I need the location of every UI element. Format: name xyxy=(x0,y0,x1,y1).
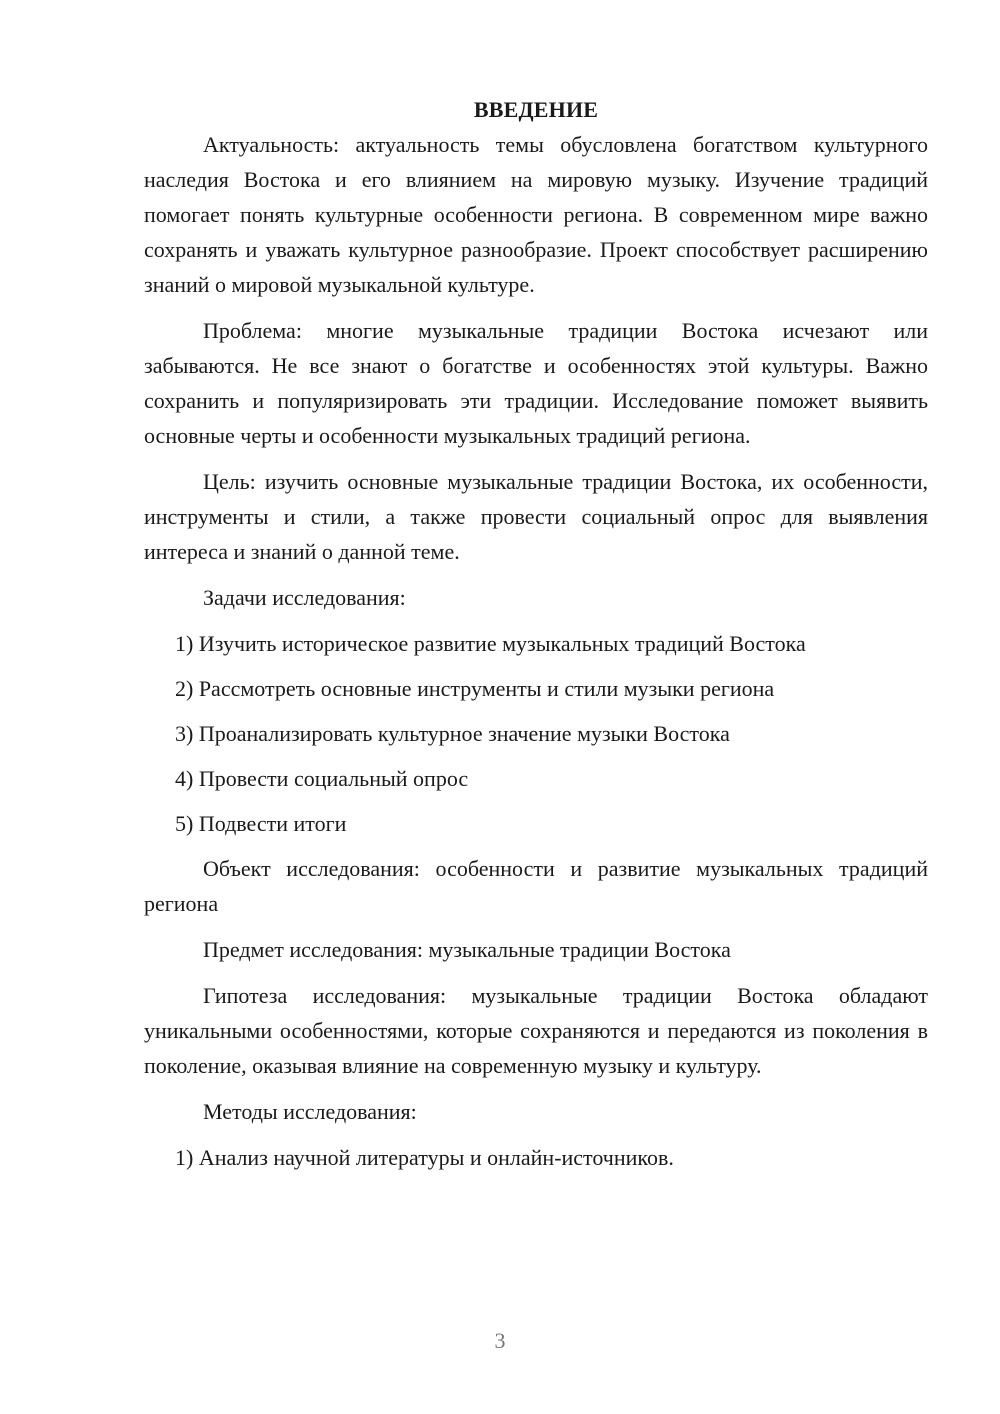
task-item: 5) Подвести итоги xyxy=(175,811,347,836)
section-heading: ВВЕДЕНИЕ xyxy=(473,97,599,122)
tasks-heading: Задачи исследования: xyxy=(203,585,406,610)
hypothesis-paragraph: Гипотеза исследования: музыкальные традиции Востока обладают уникальными особенностями, которые сохраняются и передаются из поколения в поколение, оказывая влияние на современную музыку и культуру. xyxy=(144,983,928,1078)
goal-paragraph: Цель: изучить основные музыкальные традиции Востока, их особенности, инструменты и стили, а также провести социальный опрос для выявления интереса и знаний о данной теме. xyxy=(144,469,928,564)
problem-paragraph: Проблема: многие музыкальные традиции Востока исчезают или забываются. Не все знают о богатстве и особенностях этой культуры. Важно сохранить и популяризировать эти традиции. Исследование поможет выявить основные черты и особенности музыкальных традиций региона. xyxy=(144,318,928,448)
methods-list xyxy=(144,1140,928,1175)
page-number: 3 xyxy=(494,1328,506,1353)
task-item: 1) Изучить историческое развитие музыкальных традиций Востока xyxy=(175,631,806,656)
document-page xyxy=(144,92,928,1185)
task-item: 2) Рассмотреть основные инструменты и стили музыки региона xyxy=(175,676,775,701)
task-item: 4) Провести социальный опрос xyxy=(175,766,469,791)
tasks-list xyxy=(144,626,928,841)
object-paragraph: Объект исследования: особенности и развитие музыкальных традиций региона xyxy=(144,856,928,916)
method-item: 1) Анализ научной литературы и онлайн-источников. xyxy=(175,1145,674,1170)
task-item: 3) Проанализировать культурное значение музыки Востока xyxy=(175,721,730,746)
methods-heading: Методы исследования: xyxy=(203,1099,417,1124)
subject-paragraph: Предмет исследования: музыкальные традиции Востока xyxy=(203,937,731,962)
relevance-paragraph: Актуальность: актуальность темы обусловлена богатством культурного наследия Востока и его влиянием на мировую музыку. Изучение традиций помогает понять культурные особенности региона. В современном мире важно сохранять и уважать культурное разнообразие. Проект способствует расширению знаний о мировой музыкальной культуре. xyxy=(144,132,928,297)
